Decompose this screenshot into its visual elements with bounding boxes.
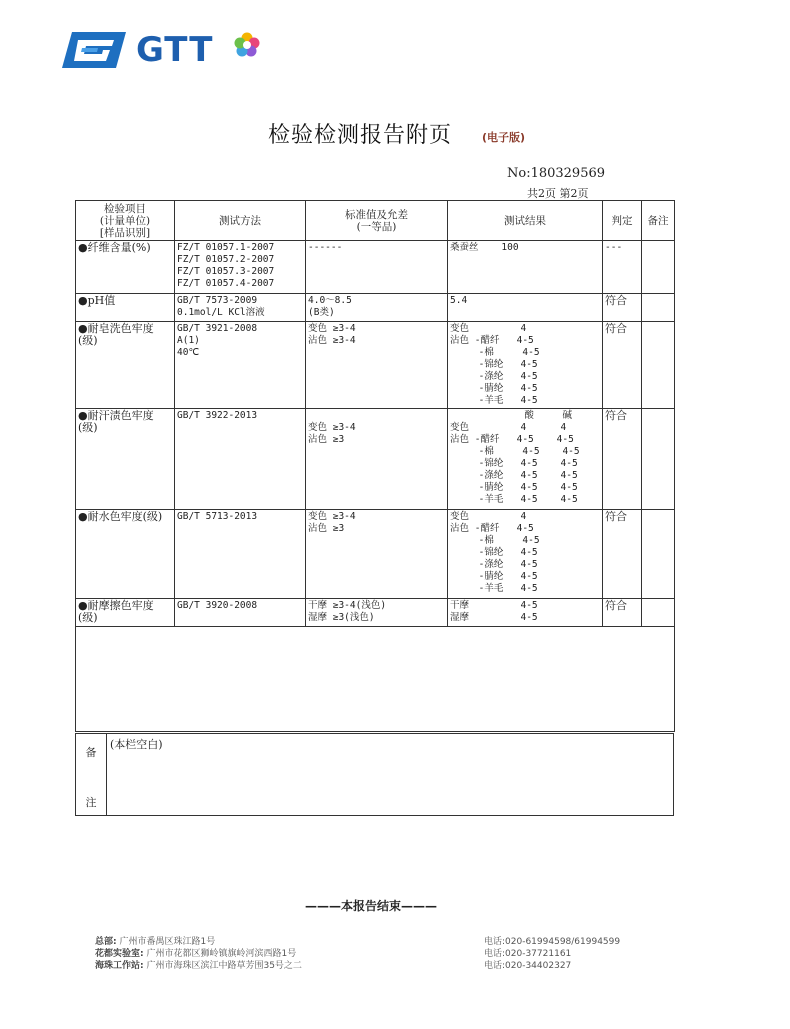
header-remark: 备注: [642, 201, 675, 241]
cell-item: ●纤维含量(%): [76, 241, 175, 294]
logo-text: GTT: [136, 30, 214, 70]
cell-remark: [642, 241, 675, 294]
cell-standard: 4.0～8.5 (B类): [306, 294, 448, 322]
cell-standard: 干摩 ≥3-4(浅色) 湿摩 ≥3(浅色): [306, 599, 448, 627]
cell-standard: ------: [306, 241, 448, 294]
cell-remark: [642, 322, 675, 409]
cell-judgement: ---: [603, 241, 642, 294]
report-end-text: ———本报告结束———: [305, 899, 438, 913]
footer-phones: [484, 936, 620, 972]
footer-tel: 电话:020-61994598/61994599: [484, 937, 621, 947]
report-subtitle: (电子版): [482, 131, 526, 144]
footer-label: 花都实验室:: [95, 949, 144, 959]
header-standard-line: (一等品): [356, 220, 397, 233]
header-judgement: 判定: [603, 201, 642, 241]
report-title: 检验检测报告附页: [268, 123, 453, 148]
footer-line: [95, 960, 302, 972]
cell-method: GB/T 5713-2013: [175, 510, 306, 599]
cell-judgement: 符合: [603, 322, 642, 409]
table-row: [76, 409, 675, 510]
cell-method: GB/T 3921-2008 A(1) 40℃: [175, 322, 306, 409]
cell-item: ●耐水色牢度(级): [76, 510, 175, 599]
header-item-line: (计量单位): [99, 214, 151, 227]
cell-judgement: 符合: [603, 510, 642, 599]
cell-standard: 变色 ≥3-4 沾色 ≥3: [306, 510, 448, 599]
cell-remark: [642, 409, 675, 510]
footer-tel: 电话:020-37721161: [484, 949, 572, 959]
flower-icon: [234, 32, 260, 58]
cell-method: GB/T 3922-2013: [175, 409, 306, 510]
table-row: [76, 599, 675, 627]
cell-result: 干摩 4-5 湿摩 4-5: [448, 599, 603, 627]
cell-standard: 变色 ≥3-4 沾色 ≥3-4: [306, 322, 448, 409]
table-empty-row: [76, 627, 675, 732]
table-row: [76, 322, 675, 409]
footer-label: 总部:: [95, 937, 117, 947]
cell-method: GB/T 7573-2009 0.1mol/L KCl溶液: [175, 294, 306, 322]
cell-item: ●耐皂洗色牢度 (级): [76, 322, 175, 409]
header-result: 测试结果: [448, 201, 603, 241]
empty-cell: [76, 627, 675, 732]
cell-result: 5.4: [448, 294, 603, 322]
cell-judgement: 符合: [603, 294, 642, 322]
remarks-label-bottom: 注: [85, 796, 97, 809]
remarks-label-top: 备: [85, 746, 97, 759]
cell-result: 变色 4 沾色 -醋纤 4-5 -棉 4-5 -锦纶 4-5 -涤纶 4-5 -腈纶 4-5 -羊毛 4-5: [448, 510, 603, 599]
cell-result: 酸 碱 变色 4 4 沾色 -醋纤 4-5 4-5 -棉 4-5 4-5 -锦纶 4-5 4-5 -涤纶 4-5 4-5 -腈纶 4-5 4-5 -羊毛 4-5 4-5: [448, 409, 603, 510]
footer-address: 广州市番禺区珠江路1号: [119, 937, 216, 947]
remarks-table: [75, 733, 674, 816]
page-info: 共2页 第2页: [527, 187, 589, 200]
footer-line: [95, 936, 302, 948]
footer-address: 广州市花都区狮岭镇旗岭河滨西路1号: [146, 949, 297, 959]
company-logo: [58, 28, 298, 72]
cell-item: ●耐摩擦色牢度 (级): [76, 599, 175, 627]
cell-remark: [642, 510, 675, 599]
cell-item: ●pH值: [76, 294, 175, 322]
cell-result: 变色 4 沾色 -醋纤 4-5 -棉 4-5 -锦纶 4-5 -涤纶 4-5 -腈纶 4-5 -羊毛 4-5: [448, 322, 603, 409]
table-row: [76, 294, 675, 322]
header-item-line: 检验项目: [104, 202, 146, 215]
cell-item: ●耐汗渍色牢度 (级): [76, 409, 175, 510]
cell-remark: [642, 294, 675, 322]
header-method: 测试方法: [175, 201, 306, 241]
cell-method: FZ/T 01057.1-2007 FZ/T 01057.2-2007 FZ/T 01057.3-2007 FZ/T 01057.4-2007: [175, 241, 306, 294]
cell-judgement: 符合: [603, 599, 642, 627]
remarks-label: [76, 734, 107, 816]
cell-judgement: 符合: [603, 409, 642, 510]
footer-tel: 电话:020-34402327: [484, 961, 572, 971]
cell-remark: [642, 599, 675, 627]
footer-address: 广州市海珠区滨江中路草芳围35号之二: [146, 961, 302, 971]
remarks-content: (本栏空白): [107, 734, 674, 816]
report-number: No:180329569: [507, 166, 606, 181]
footer-label: 海珠工作站:: [95, 961, 144, 971]
header-standard: [306, 201, 448, 241]
gtt-emblem-icon: [58, 28, 128, 72]
table-header-row: [76, 201, 675, 241]
header-standard-line: 标准值及允差: [345, 208, 408, 221]
table-row: [76, 510, 675, 599]
footer-line: [95, 948, 302, 960]
cell-result: 桑蚕丝 100: [448, 241, 603, 294]
results-table: [75, 200, 675, 732]
header-item: [76, 201, 175, 241]
table-row: [76, 241, 675, 294]
cell-standard: 变色 ≥3-4 沾色 ≥3: [306, 409, 448, 510]
footer-addresses: [95, 936, 302, 972]
header-item-line: [样品识别]: [99, 226, 151, 239]
cell-method: GB/T 3920-2008: [175, 599, 306, 627]
